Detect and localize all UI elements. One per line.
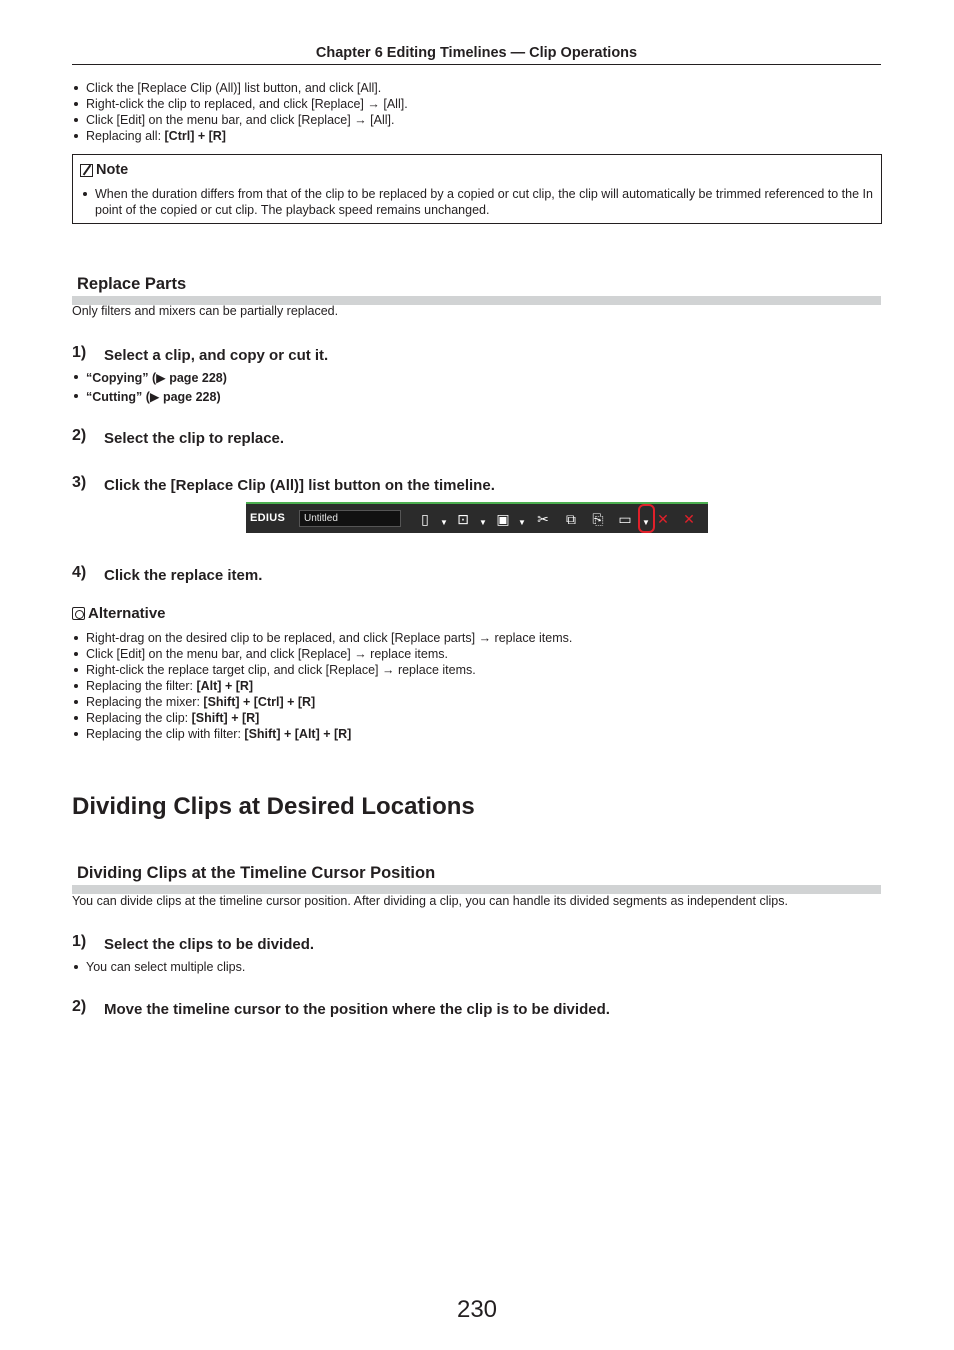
list-item-text: Click [Edit] on the menu bar, and click [Replace] → replace items. — [86, 647, 448, 661]
link-copying[interactable] — [72, 369, 227, 388]
step-text: Select the clips to be divided. — [104, 936, 315, 953]
list-item-text: Replacing all: — [86, 129, 165, 143]
chevron-down-icon[interactable]: ▼ — [479, 518, 487, 527]
list-item — [72, 694, 572, 710]
copy-icon[interactable]: ⧉ — [566, 511, 576, 527]
section-heading-replace-parts — [72, 273, 881, 305]
list-item-text: Replacing the clip: — [86, 711, 192, 725]
shortcut-text: [Shift] + [R] — [191, 711, 260, 725]
alternative-title-text: Alternative — [88, 605, 166, 622]
chevron-down-icon[interactable]: ▼ — [518, 518, 526, 527]
reference-links-list — [72, 369, 227, 407]
shortcut-text: [Ctrl] + [R] — [164, 129, 226, 143]
list-item — [72, 646, 572, 662]
list-item — [72, 959, 245, 975]
note-title — [80, 162, 128, 178]
link-cutting[interactable] — [72, 388, 227, 407]
step-text: Click the replace item. — [104, 567, 263, 584]
page-number: 230 — [456, 1296, 498, 1323]
dividing-intro: You can divide clips at the timeline cursor position. After dividing a clip, you can handle its divided segments as independent clips. — [72, 894, 788, 908]
save-project-icon[interactable]: ▣ — [496, 511, 510, 527]
replace-clip-icon[interactable]: ▭ — [618, 511, 632, 527]
list-item — [72, 112, 408, 128]
list-item — [72, 96, 408, 112]
step-text: Click the [Replace Clip (All)] list button on the timeline. — [104, 477, 495, 494]
step-number: 2) — [72, 998, 87, 1015]
list-item-text: You can select multiple clips. — [86, 960, 246, 974]
step-number: 1) — [72, 344, 87, 361]
shortcut-text: [Shift] + [Ctrl] + [R] — [203, 695, 316, 709]
list-item — [72, 662, 572, 678]
replace-parts-intro: Only filters and mixers can be partially replaced. — [72, 304, 339, 318]
alternative-list — [72, 630, 572, 742]
section-heading-text: Dividing Clips at the Timeline Cursor Position — [77, 864, 436, 882]
list-item-text: Right-click the replace target clip, and click [Replace] → replace items. — [86, 663, 476, 677]
note-title-text: Note — [96, 162, 129, 178]
delete-icon[interactable]: ✕ — [657, 511, 669, 527]
link-text[interactable]: “Copying” (▶ page 228) — [86, 371, 227, 385]
note-text: When the duration differs from that of the clip to be replaced by a copied or cut clip, the clip will automatically be trimmed referenced to the In point of the copied or cut clip. The playback speed remains unchanged. — [81, 186, 885, 218]
dividing-step1-notes — [72, 959, 245, 975]
edius-logo: EDIUS — [250, 512, 286, 524]
project-name-field[interactable]: Untitled — [299, 510, 401, 527]
alternative-title — [72, 605, 166, 622]
list-item-text: Right-click the clip to replaced, and click [Replace] → [All]. — [86, 97, 408, 111]
section-heading-dividing — [72, 862, 881, 894]
step-number: 3) — [72, 474, 87, 491]
list-item-text: Right-drag on the desired clip to be replaced, and click [Replace parts] → replace items. — [86, 631, 573, 645]
replace-list-arrow-icon[interactable]: ▼ — [642, 518, 650, 527]
list-item — [72, 80, 408, 96]
step-number: 1) — [72, 933, 87, 950]
new-sequence-icon[interactable]: ▯ — [421, 511, 429, 527]
link-text[interactable]: “Cutting” (▶ page 228) — [86, 390, 221, 404]
step-number: 4) — [72, 564, 87, 581]
list-item — [72, 128, 408, 144]
replace-all-methods-list — [72, 80, 408, 144]
list-item-text: Click [Edit] on the menu bar, and click [Replace] → [All]. — [86, 113, 395, 127]
shortcut-text: [Alt] + [R] — [196, 679, 254, 693]
alternative-icon — [72, 607, 85, 620]
list-item — [72, 726, 572, 742]
list-item — [72, 630, 572, 646]
paste-icon[interactable]: ⎘ — [592, 511, 604, 527]
cut-icon[interactable]: ✂ — [537, 511, 549, 527]
timeline-toolbar — [246, 502, 708, 533]
section-heading-text: Replace Parts — [77, 275, 187, 293]
list-item-text: Replacing the filter: — [86, 679, 197, 693]
list-item-text: Replacing the clip with filter: — [86, 727, 245, 741]
ripple-delete-icon[interactable]: ✕ — [683, 511, 695, 527]
step-text: Select a clip, and copy or cut it. — [104, 347, 329, 364]
list-item — [72, 678, 572, 694]
step-text: Move the timeline cursor to the position where the clip is to be divided. — [104, 1001, 610, 1018]
chevron-down-icon[interactable]: ▼ — [440, 518, 448, 527]
chapter-header: Chapter 6 Editing Timelines — Clip Operations — [72, 44, 881, 65]
open-project-icon[interactable]: ⊡ — [457, 511, 469, 527]
shortcut-text: [Shift] + [Alt] + [R] — [244, 727, 352, 741]
page-title: Dividing Clips at Desired Locations — [72, 793, 475, 820]
list-item-text: Replacing the mixer: — [86, 695, 204, 709]
list-item — [72, 710, 572, 726]
step-number: 2) — [72, 427, 87, 444]
note-box — [72, 154, 882, 224]
list-item-text: Click the [Replace Clip (All)] list button, and click [All]. — [86, 81, 382, 95]
note-icon — [80, 164, 93, 177]
step-text: Select the clip to replace. — [104, 430, 285, 447]
